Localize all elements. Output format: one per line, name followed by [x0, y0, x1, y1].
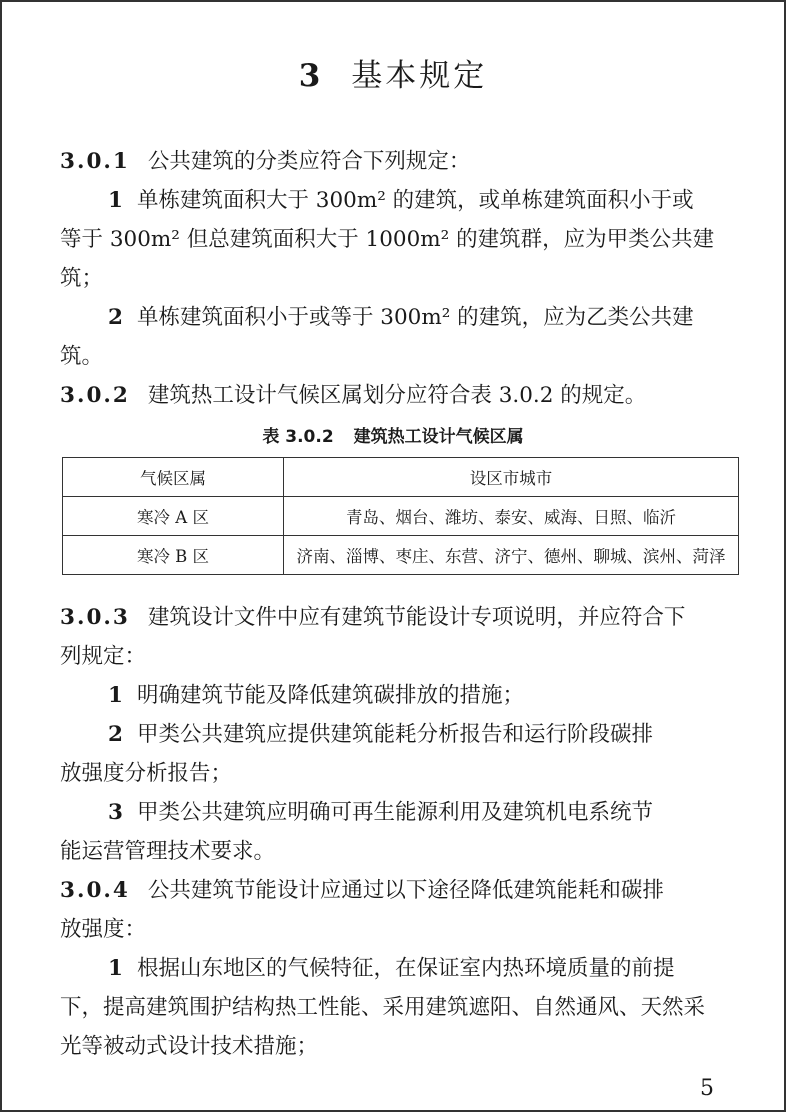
paragraph-line: 等于 300m² 但总建筑面积大于 1000m² 的建筑群，应为甲类公共建	[60, 227, 715, 252]
item-number: 1	[108, 188, 123, 213]
clause-3-0-4-item-1	[60, 949, 740, 988]
item-number: 1	[108, 683, 123, 708]
climate-zone-table	[62, 457, 739, 575]
item-text: 甲类公共建筑应提供建筑能耗分析报告和运行阶段碳排	[136, 722, 653, 747]
table-title: 建筑热工设计气候区属	[353, 427, 524, 447]
clause-3-0-2	[60, 376, 740, 415]
clause-number: 3.0.3	[60, 605, 130, 630]
table-row	[63, 497, 739, 536]
clause-3-0-3-item-3	[60, 793, 740, 832]
clause-number: 3.0.2	[60, 383, 130, 408]
item-text: 甲类公共建筑应明确可再生能源利用及建筑机电系统节	[136, 800, 653, 825]
item-number: 3	[108, 800, 123, 825]
table-row	[63, 536, 739, 575]
clause-3-0-3	[60, 598, 740, 637]
table-caption	[2, 422, 784, 447]
clause-number: 3.0.4	[60, 878, 130, 903]
table-cell: 寒冷 A 区	[63, 497, 284, 536]
item-text: 根据山东地区的气候特征，在保证室内热环境质量的前提	[136, 956, 675, 981]
clause-3-0-3-item-2	[60, 715, 740, 754]
clause-text: 建筑设计文件中应有建筑节能设计专项说明，并应符合下	[147, 605, 686, 630]
item-text: 单栋建筑面积大于 300m² 的建筑，或单栋建筑面积小于或	[136, 188, 694, 213]
item-number: 2	[108, 305, 123, 330]
table-number: 表 3.0.2	[262, 427, 334, 447]
clause-text: 公共建筑的分类应符合下列规定：	[147, 149, 471, 174]
table-cell: 青岛、烟台、潍坊、泰安、威海、日照、临沂	[284, 497, 739, 536]
clause-3-0-1-item-1	[60, 181, 740, 220]
clause-3-0-4	[60, 871, 740, 910]
chapter-heading: 基本规定	[351, 58, 488, 94]
paragraph-line: 列规定：	[60, 644, 147, 669]
table-cell: 寒冷 B 区	[63, 536, 284, 575]
paragraph-line: 放强度分析报告；	[60, 761, 233, 786]
item-number: 2	[108, 722, 123, 747]
clause-text: 公共建筑节能设计应通过以下途径降低建筑能耗和碳排	[147, 878, 664, 903]
item-text: 单栋建筑面积小于或等于 300m² 的建筑，应为乙类公共建	[136, 305, 694, 330]
page-number: 5	[700, 1076, 714, 1101]
table-header-cell: 设区市城市	[284, 458, 739, 497]
table-cell: 济南、淄博、枣庄、东营、济宁、德州、聊城、滨州、菏泽	[284, 536, 739, 575]
paragraph-line: 筑。	[60, 344, 104, 369]
item-number: 1	[108, 956, 123, 981]
item-text: 明确建筑节能及降低建筑碳排放的措施；	[136, 683, 524, 708]
clause-3-0-1-item-2	[60, 298, 740, 337]
chapter-number: 3	[298, 58, 324, 94]
paragraph-line: 光等被动式设计技术措施；	[60, 1034, 319, 1059]
clause-3-0-3-item-1	[60, 676, 740, 715]
clause-3-0-1	[60, 142, 740, 181]
paragraph-line: 放强度：	[60, 917, 147, 942]
clause-number: 3.0.1	[60, 149, 130, 174]
chapter-title	[2, 50, 784, 95]
clause-text: 建筑热工设计气候区属划分应符合表 3.0.2 的规定。	[147, 383, 647, 408]
table-header-row	[63, 458, 739, 497]
paragraph-line: 筑；	[60, 266, 104, 291]
table-header-cell: 气候区属	[63, 458, 284, 497]
paragraph-line: 下，提高建筑围护结构热工性能、采用建筑遮阳、自然通风、天然采	[60, 995, 706, 1020]
paragraph-line: 能运营管理技术要求。	[60, 839, 276, 864]
